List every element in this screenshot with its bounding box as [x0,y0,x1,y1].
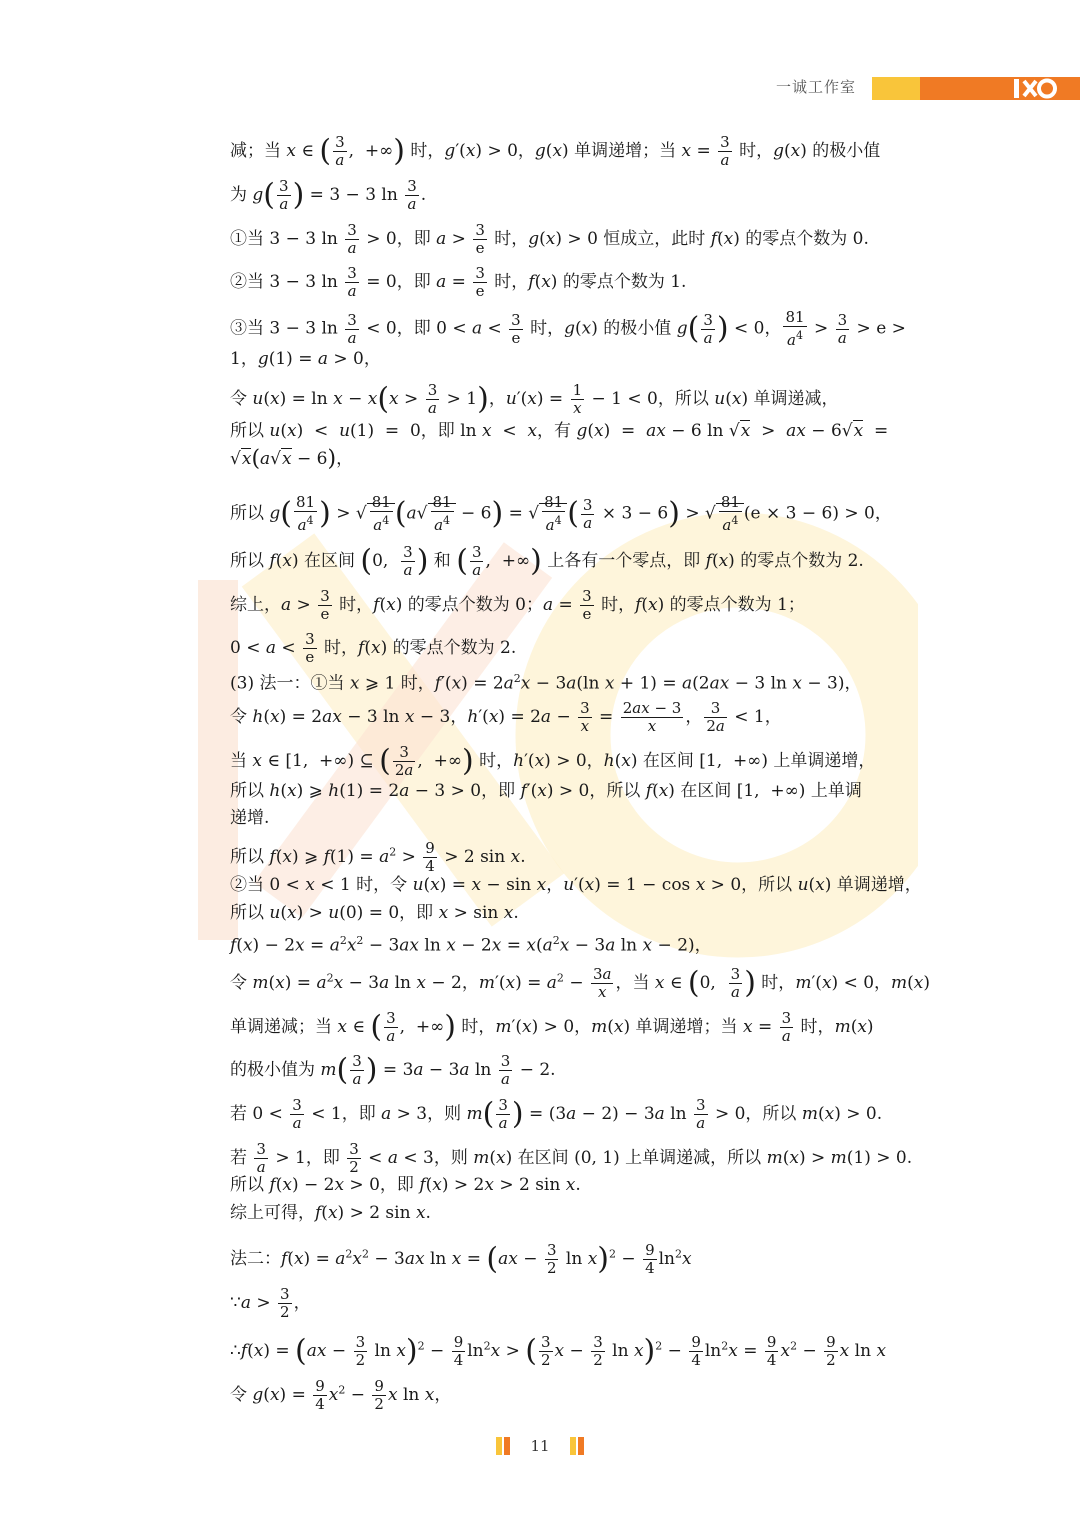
footer-mark-right-orange [578,1437,584,1455]
text-line: 所以 f(x) − 2x > 0，即 f(x) > 2x > 2 sin x. [230,1175,581,1195]
text-line: 递增. [230,808,270,828]
text-line: 的极小值为 m( $\frac{3}{a}$ ) = 3a − 3a ln $\frac{3}{a}$ − 2. [230,1052,556,1088]
text-line: 减；当 x ∈ ( $\frac{3}{a}$ , +∞) 时，g′(x) > 0，g(x) 单调递增；当 x = $\frac{3}{a}$ 时，g(x) 的极小值 [230,133,881,169]
text-line: ②当 3 − 3 ln $\frac{3}{a}$ = 0，即 a = $\frac{3}{e}$ 时，f(x) 的零点个数为 1. [230,264,687,300]
text-line: 所以 g( $\frac{81}{a^4}$ ) > √ $\frac{81}{a^4}$ (a√ $\frac{81}{a^4}$ − 6) = √ $\frac{81}{a^4}$ ( $\frac{3}{a}$ × 3 − 6) > √ $\frac{81}{a^4}$ (e × 3 − 6) > 0， [230,493,892,534]
text-line: 综上可得，f(x) > 2 sin x. [230,1203,431,1223]
text-line: 当 x ∈ [1, +∞) ⊆ ( $\frac{3}{2a}$ , +∞) 时，h′(x) > 0，h(x) 在区间 [1, +∞) 上单调递增， [230,743,876,779]
studio-logo-icon [1012,76,1058,101]
text-line: 所以 f(x) ⩾ $f(1) = a^2$ > $\frac{9}{4}$ > 2 sin x. [230,839,526,875]
text-line: 若 0 < $\frac{3}{a}$ < 1，即 a > 3，则 m( $\frac{3}{a}$ ) = (3a − 2) − 3a ln $\frac{3}{a}$ > 0，所以 m(x) > 0. [230,1096,883,1132]
text-line: 所以 u(x) < u(1) = 0，即 ln x < x，有 g(x) = ax − 6 ln √x > ax − 6√x = [230,421,889,441]
text-line: (3) 法一：①当 x ⩾ 1 时，$f'(x) = 2a^2x - 3a(\ln$ x + 1) = a(2ax − 3 ln x − 3)， [230,672,862,694]
text-line: 所以 f(x) 在区间 (0, $\frac{3}{a}$ ) 和 ( $\frac{3}{a}$ , +∞) 上各有一个零点，即 f(x) 的零点个数为 2. [230,543,864,579]
text-line: 为 g( $\frac{3}{a}$ ) = 3 − 3 ln $\frac{3}{a}$ . [230,177,427,213]
text-line: 1，g(1) = a > 0， [230,349,381,369]
text-line: ∴f(x) = (ax − $\frac{3}{2}$ ln x)$^2$ − $\frac{9}{4}$ $\ln^2x$ > ( $\frac{3}{2}$ x − $\frac{3}{2}$ ln x)$^2$ − $\frac{9}{4}$ $\ln^2x$ = $\frac{9}{4}$ $x^2$ − $\frac{9}{2}$ x ln x [230,1333,887,1369]
footer-mark-right-yellow [570,1437,576,1455]
studio-name: 一诚工作室 [776,78,857,96]
footer-mark-left-yellow [496,1437,502,1455]
text-line: 令 h(x) = 2ax − 3 ln x − 3，h′(x) = 2a − $\frac{3}{x}$ = $\frac{2ax - 3}{x}$ ， $\frac{3}{2a}$ < 1， [230,699,782,735]
text-line: 所以 h(x) ⩾ h(1) = 2a − 3 > 0，即 f′(x) > 0，所以 f(x) 在区间 [1, +∞) 上单调 [230,781,862,801]
text-line: 单调递减；当 x ∈ ( $\frac{3}{a}$ , +∞) 时，m′(x) > 0，m(x) 单调递增；当 x = $\frac{3}{a}$ 时，m(x) [230,1009,874,1045]
text-line: ③当 3 − 3 ln $\frac{3}{a}$ < 0，即 0 < a < $\frac{3}{e}$ 时，g(x) 的极小值 g( $\frac{3}{a}$ ) < 0， $\frac{81}{a^4}$ > $\frac{3}{a}$ > e > [230,308,906,349]
text-line: 令 u(x) = ln x − x(x > $\frac{3}{a}$ > 1)，u′(x) = $\frac{1}{x}$ − 1 < 0，所以 u(x) 单调递减， [230,381,839,417]
text-line: 若 $\frac{3}{a}$ > 1，即 $\frac{3}{2}$ < a < 3，则 m(x) 在区间 (0, 1) 上单调递减，所以 m(x) > m(1) > 0. [230,1140,913,1176]
text-line: 法二：$f(x) = a^2x^2 - 3ax$ ln x = (ax − $\frac{3}{2}$ ln x)$^2$ − $\frac{9}{4}$ $\ln^2x$ [230,1241,692,1277]
page-number: 11 [530,1437,550,1455]
text-line: $f(x) - 2x = a^2x^2 - 3ax$ $\ln x - 2x = x(a^2x - 3a$ ln x − 2)， [230,934,712,956]
text-line: 令 $m(x) = a^2x - 3a$ ln x − 2，$m'(x) = a^2$ − $\frac{3a}{x}$ ，当 x ∈ (0, $\frac{3}{a}$ ) 时，m′(x) < 0，m(x) [230,965,931,1001]
footer-mark-left-orange [504,1437,510,1455]
text-line: ②当 0 < x < 1 时，令 u(x) = x − sin x，u′(x) = 1 − cos x > 0，所以 u(x) 单调递增， [230,875,922,895]
text-line: 综上，a > $\frac{3}{e}$ 时，f(x) 的零点个数为 0；a = $\frac{3}{e}$ 时，f(x) 的零点个数为 1； [230,587,805,623]
text-line: √x(a√x − 6)， [230,446,354,472]
text-line: ①当 3 − 3 ln $\frac{3}{a}$ > 0，即 a > $\frac{3}{e}$ 时，g(x) > 0 恒成立，此时 f(x) 的零点个数为 0. [230,221,869,257]
text-line: ∵a > $\frac{3}{2}$ ， [230,1285,311,1321]
text-line: 所以 u(x) > u(0) = 0，即 x > sin x. [230,903,519,923]
text-line: 令 g(x) = $\frac{9}{4}$ $x^2$ − $\frac{9}{2}$ x ln x， [230,1377,452,1413]
header-bar-yellow [872,77,920,100]
text-line: 0 < a < $\frac{3}{e}$ 时，f(x) 的零点个数为 2. [230,630,517,666]
